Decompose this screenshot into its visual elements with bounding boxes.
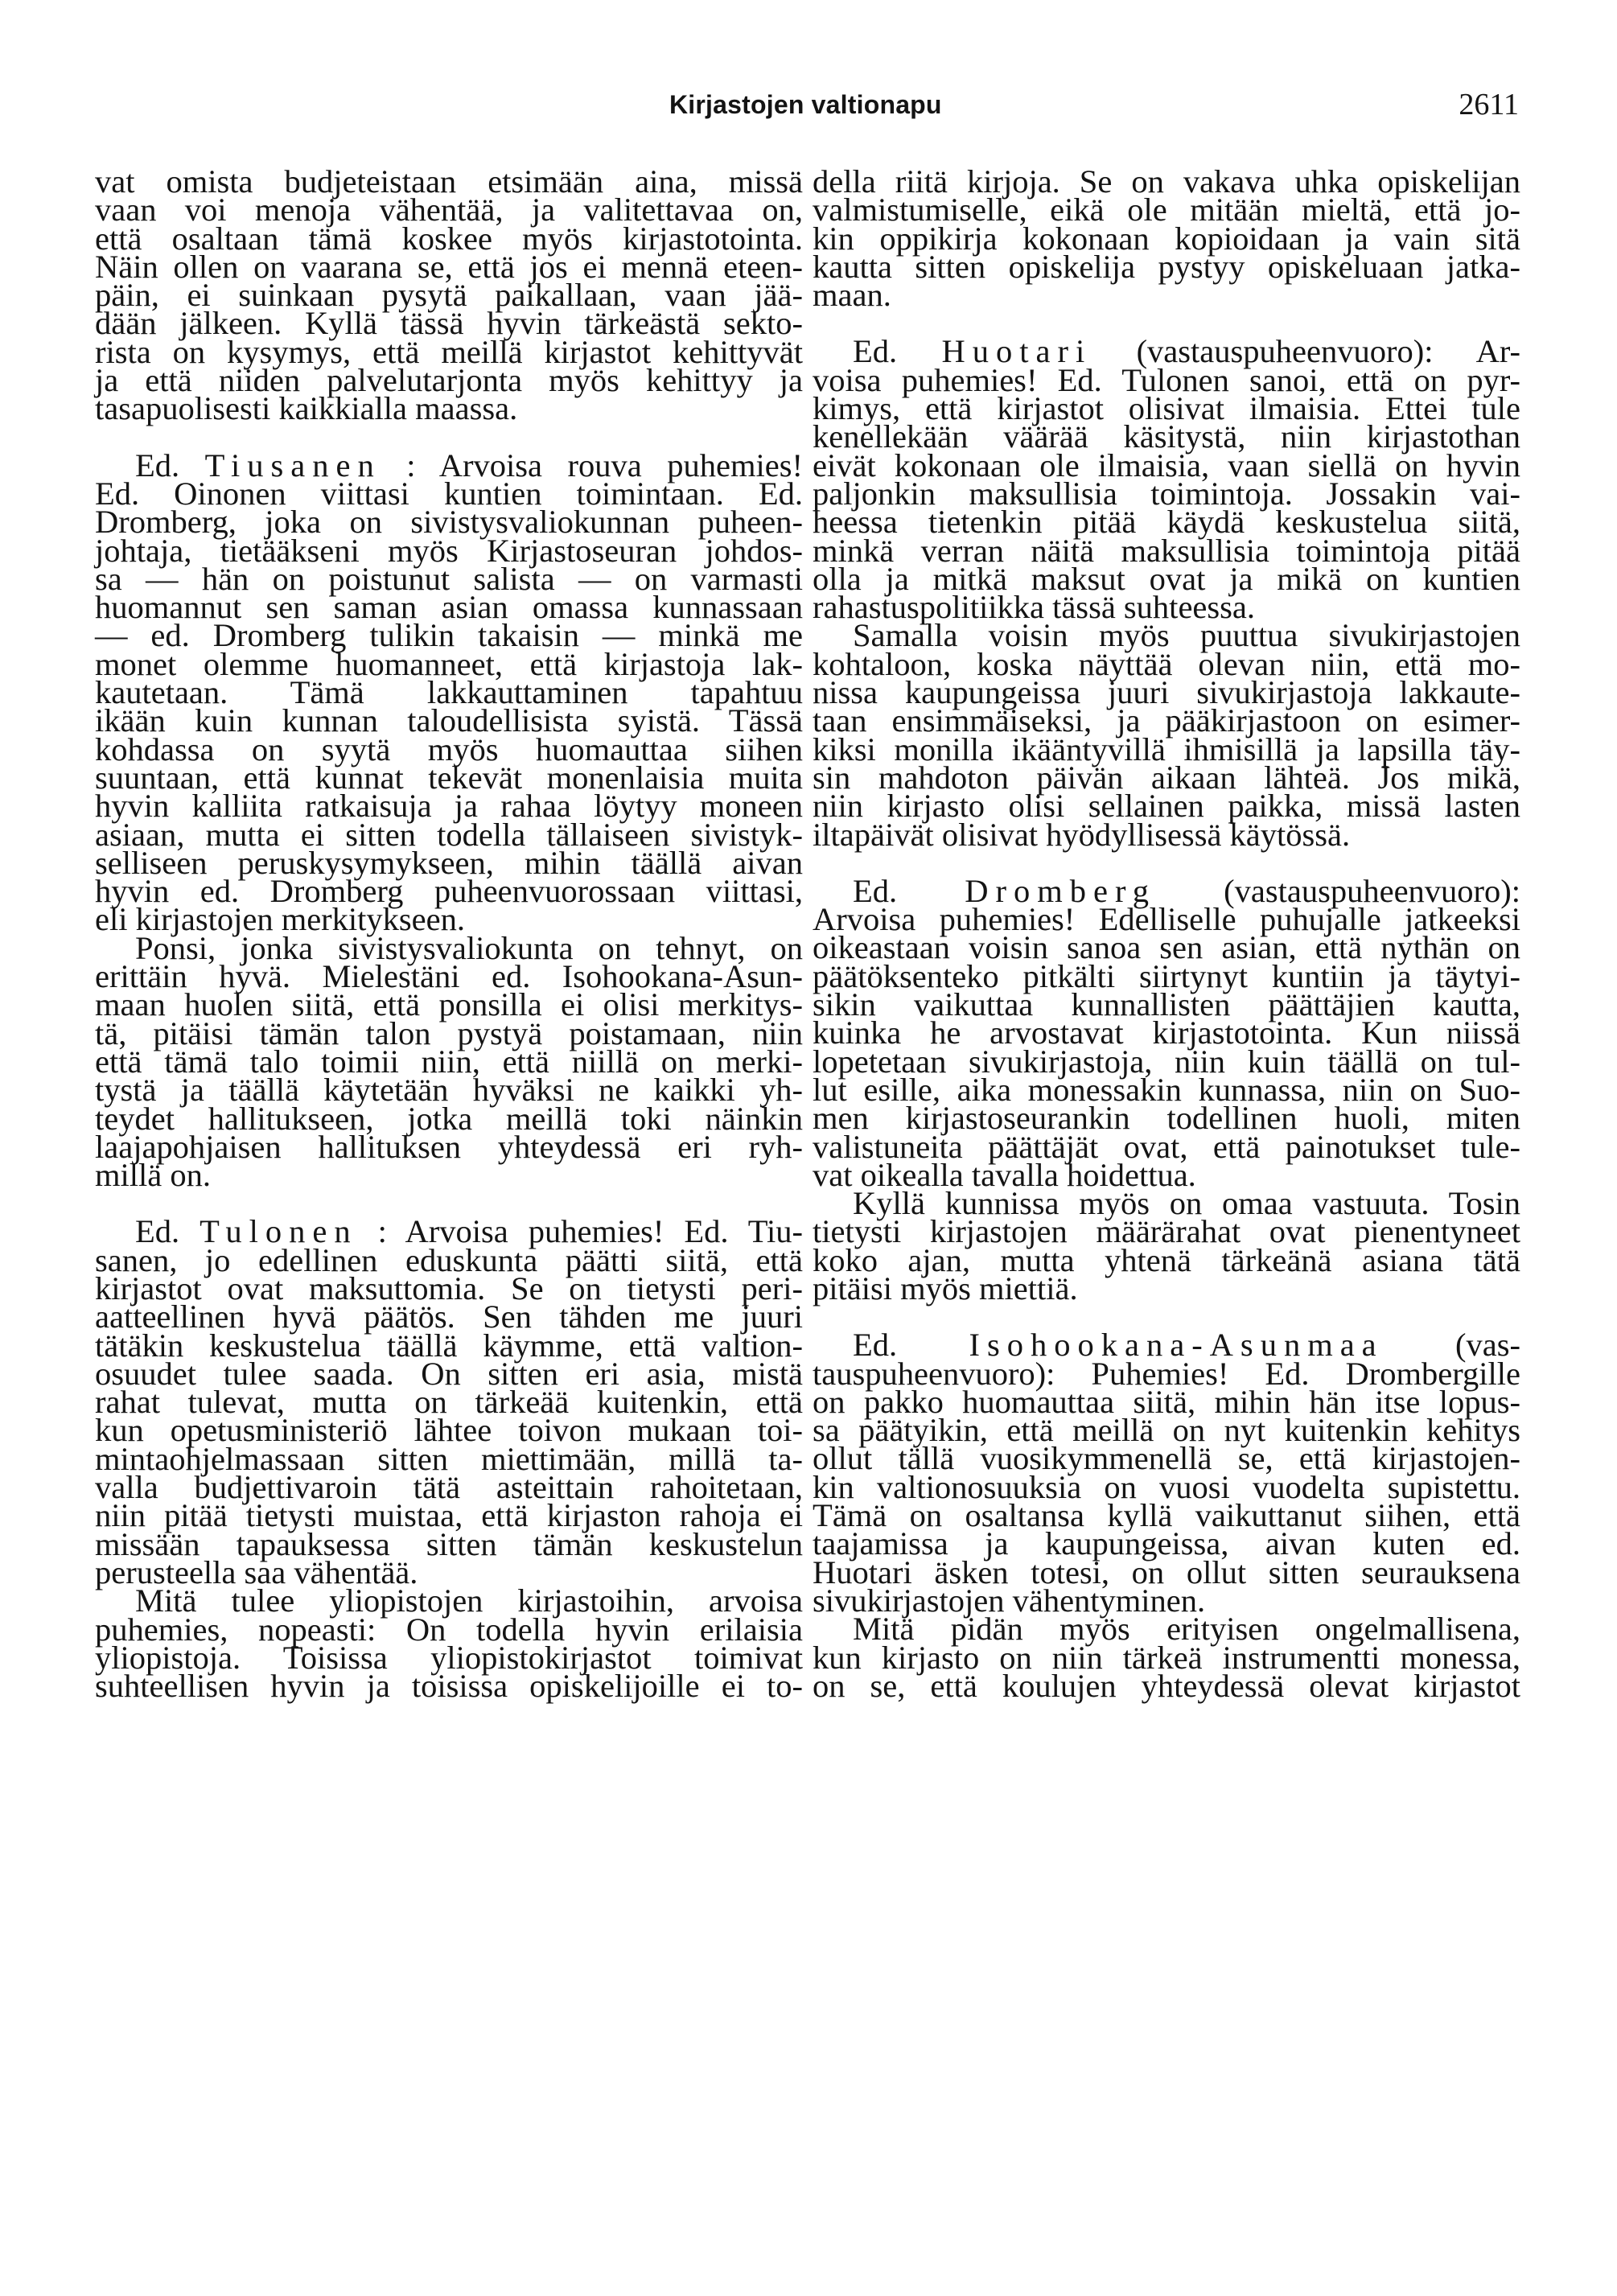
text-line: koko ajan, mutta yhtenä tärkeänä asiana tätä <box>813 1241 1520 1278</box>
paragraph <box>813 163 1520 314</box>
text-line: men kirjastoseurankin todellinen huoli, miten <box>813 1100 1520 1137</box>
speech-opening: (vastauspuheenvuoro): <box>1224 872 1521 909</box>
text-line: johtaja, tietääkseni myös Kirjastoseuran johdos- <box>95 532 803 569</box>
text-line: maan huolen siitä, että ponsilla ei olisi merkitys- <box>95 986 803 1023</box>
text-line: kun opetusministeriö lähtee toivon mukaan toi- <box>95 1412 803 1449</box>
speaker-prefix: Ed. <box>135 1213 180 1250</box>
text-line: millä on. <box>95 1157 211 1194</box>
text-line: aatteellinen hyvä päätös. Sen tähden me juuri <box>95 1298 803 1335</box>
text-line: kin oppikirja kokonaan kopioidaan ja vain sitä <box>813 220 1520 257</box>
text-line: valmistumiselle, eikä ole mitään mieltä, että jo- <box>813 191 1520 228</box>
text-line: sa — hän on poistunut salista — on varmasti <box>95 560 803 597</box>
text-line: sikin vaikuttaa kunnallisten päättäjien kautta, <box>813 986 1520 1023</box>
speaker-name: Huotari <box>941 333 1092 370</box>
text-line: vat oikealla tavalla hoidettua. <box>813 1156 1196 1193</box>
speech-opening: (vas- <box>1455 1327 1520 1364</box>
text-line: Dromberg, joka on sivistysvaliokunnan puheen- <box>95 504 803 541</box>
text-line: asiaan, mutta ei sitten todella tällaiseen sivistyk- <box>95 816 803 853</box>
text-line: paljonkin maksullisia toimintoja. Jossakin vai- <box>813 475 1520 512</box>
text-line: että osaltaan tämä koskee myös kirjastotointa. <box>95 220 803 257</box>
text-line: tä, pitäisi tämän talon pystyä poistamaan, niin <box>95 1014 803 1051</box>
text-line: Kyllä kunnissa myös on omaa vastuuta. Tosin <box>853 1185 1520 1222</box>
text-line: tätäkin keskustelua täällä käymme, että valtion- <box>95 1327 803 1364</box>
speaker-name: Isohookana-Asunmaa <box>969 1327 1384 1364</box>
text-line: Mitä pidän myös erityisen ongelmallisena, <box>853 1611 1520 1648</box>
text-line: lut esille, aika monessakin kunnassa, niin on Suo- <box>813 1071 1520 1108</box>
text-line: Arvoisa puhemies! Edelliselle puhujalle jatkeeksi <box>813 901 1520 938</box>
speech-paragraph <box>95 1213 804 1590</box>
text-line: huomannut sen saman asian omassa kunnassaan <box>95 589 803 626</box>
paragraph <box>95 163 803 427</box>
text-line: Ponsi, jonka sivistysvaliokunta on tehnyt, on <box>135 929 803 966</box>
speaker-prefix: Ed. <box>853 333 898 370</box>
text-line: niin pitää tietysti muistaa, että kirjaston rahoja ei <box>95 1497 803 1534</box>
text-line: eli kirjastojen merkitykseen. <box>95 901 465 938</box>
text-line: eivät kokonaan ole ilmaisia, vaan siellä on hyvin <box>813 446 1520 483</box>
text-line: vat omista budjeteistaan etsimään aina, missä <box>95 163 803 200</box>
text-line: mintaohjelmassaan sitten miettimään, millä ta- <box>95 1440 803 1477</box>
text-line: on se, että koulujen yhteydessä olevat kirjastot <box>813 1667 1520 1704</box>
text-line: missään tapauksessa sitten tämän keskustelun <box>95 1525 803 1562</box>
speaker-prefix: Ed. <box>853 872 898 909</box>
text-line: vaan voi menoja vähentää, ja valitettavaa on, <box>95 191 803 228</box>
text-line: hyvin ed. Dromberg puheenvuorossaan viittasi, <box>95 873 803 910</box>
text-line: puhemies, nopeasti: On todella hyvin erilaisia <box>95 1611 803 1648</box>
text-line: tietysti kirjastojen määrärahat ovat pienentyneet <box>813 1213 1520 1250</box>
right-column <box>813 163 1521 1704</box>
text-line: kun kirjasto on niin tärkeä instrumentti monessa, <box>813 1639 1520 1676</box>
text-line: taan ensimmäiseksi, ja pääkirjastoon on esimer- <box>813 702 1520 739</box>
speech-paragraph <box>813 333 1520 626</box>
text-line: voisa puhemies! Ed. Tulonen sanoi, että on pyr- <box>813 361 1520 398</box>
text-line: Samalla voisin myös puuttua sivukirjastojen <box>853 617 1520 654</box>
text-line: sa päätyikin, että meillä on nyt kuitenkin kehitys <box>813 1412 1520 1449</box>
text-line: kohdassa on syytä myös huomauttaa siihen <box>95 730 803 767</box>
speaker-name: Tulonen <box>200 1213 358 1250</box>
text-line: nissa kaupungeissa juuri sivukirjastoja lakkaute- <box>813 674 1520 711</box>
text-line: maan. <box>813 277 891 314</box>
page-number: 2611 <box>1459 88 1519 121</box>
paragraph <box>813 617 1520 853</box>
text-line: — ed. Dromberg tulikin takaisin — minkä me <box>95 617 803 654</box>
text-line: suuntaan, että kunnat tekevät monenlaisia muita <box>95 759 803 796</box>
text-line: kimys, että kirjastot olisivat ilmaisia. Ettei tule <box>813 390 1520 427</box>
text-line: ollut tällä vuosikymmenellä se, että kirjastojen- <box>813 1440 1520 1477</box>
text-line: suhteellisen hyvin ja toisissa opiskelijoille ei to- <box>95 1668 803 1705</box>
text-line: taajamissa ja kaupungeissa, aivan kuten ed. <box>813 1525 1520 1562</box>
text-line: erittäin hyvä. Mielestäni ed. Isohookana-Asun- <box>95 958 803 995</box>
speech-opening: (vastauspuheenvuoro): Ar- <box>1136 333 1520 370</box>
text-line: lopetetaan sivukirjastoja, niin kuin täällä on tul- <box>813 1043 1520 1080</box>
text-line: kiksi monilla ikääntyvillä ihmisillä ja lapsilla täy- <box>813 730 1520 767</box>
text-line: pitäisi myös miettiä. <box>813 1269 1078 1306</box>
text-line: valistuneita päättäjät ovat, että painotukset tule- <box>813 1128 1520 1165</box>
text-line: dään jälkeen. Kyllä tässä hyvin tärkeästä sekto- <box>95 305 803 342</box>
text-line: Tämä on osaltansa kyllä vaikuttanut siihen, että <box>813 1497 1520 1534</box>
text-line: Huotari äsken totesi, on ollut sitten seurauksena <box>813 1553 1520 1590</box>
text-line: monet olemme huomanneet, että kirjastoja lak- <box>95 645 803 682</box>
text-line: valla budjettivaroin tätä asteittain rahoitetaan, <box>95 1469 803 1506</box>
text-line: ikään kuin kunnan taloudellisista syistä. Tässä <box>95 702 803 739</box>
text-line: rahat tulevat, mutta on tärkeää kuitenkin, että <box>95 1384 803 1421</box>
text-line: teydet hallitukseen, jotka meillä toki näinkin <box>95 1100 803 1137</box>
text-line: hyvin kalliita ratkaisuja ja rahaa löytyy moneen <box>95 788 803 825</box>
speech-opening: : Arvoisa rouva puhemies! <box>406 446 804 483</box>
text-line: ja että niiden palvelutarjonta myös kehittyy ja <box>95 362 803 399</box>
text-line: della riitä kirjoja. Se on vakava uhka opiskelijan <box>813 163 1520 200</box>
text-line: perusteella saa vähentää. <box>95 1553 418 1590</box>
text-line: olla ja mitkä maksut ovat ja mikä on kuntien <box>813 560 1520 597</box>
paragraph <box>95 929 803 1194</box>
text-line: osuudet tulee saada. On sitten eri asia, mistä <box>95 1355 803 1392</box>
text-line: tasapuolisesti kaikkialla maassa. <box>95 390 518 427</box>
text-line: yliopistoja. Toisissa yliopistokirjastot toimivat <box>95 1639 803 1676</box>
text-line: kirjastot ovat maksuttomia. Se on tietysti peri- <box>95 1269 803 1306</box>
speaker-prefix: Ed. <box>853 1327 898 1364</box>
text-line: sin mahdoton päivän aikaan lähteä. Jos mikä, <box>813 759 1520 796</box>
text-line: niin kirjasto olisi sellainen paikka, missä lasten <box>813 788 1520 825</box>
running-title: Kirjastojen valtionapu <box>669 90 942 119</box>
text-line: oikeastaan voisin sanoa sen asian, että nythän on <box>813 929 1520 966</box>
text-line: Näin ollen on vaarana se, että jos ei mennä eteen- <box>95 248 803 285</box>
text-line: laajapohjaisen hallituksen yhteydessä eri ryh- <box>95 1128 803 1165</box>
speaker-name: Tiusanen <box>204 446 381 483</box>
text-line: tystä ja täällä käytetään hyväksi ne kaikki yh- <box>95 1072 803 1109</box>
left-column <box>95 163 804 1705</box>
text-line: kohtaloon, koska näyttää olevan niin, että mo- <box>813 645 1520 682</box>
text-line: selliseen peruskysymykseen, mihin täällä aivan <box>95 844 803 881</box>
text-line: sanen, jo edellinen eduskunta päätti siitä, että <box>95 1241 803 1278</box>
text-line: kuinka he arvostavat kirjastotointa. Kun niissä <box>813 1014 1520 1051</box>
text-line: tauspuheenvuoro): Puhemies! Ed. Drombergille <box>813 1355 1520 1392</box>
text-line: rista on kysymys, että meillä kirjastot kehittyvät <box>95 333 803 370</box>
paragraph <box>813 1611 1520 1704</box>
text-line: päätöksenteko pitkälti siirtynyt kuntiin ja täytyi- <box>813 957 1520 994</box>
text-line: iltapäivät olisivat hyödyllisessä käytössä. <box>813 816 1351 853</box>
text-line: kin valtionosuuksia on vuosi vuodelta supistettu. <box>813 1468 1520 1505</box>
text-line: Mitä tulee yliopistojen kirjastoihin, arvoisa <box>135 1582 803 1619</box>
text-line: Ed. Oinonen viittasi kuntien toimintaan. Ed. <box>95 475 803 512</box>
speech-paragraph <box>813 872 1521 1193</box>
speech-opening: : Arvoisa puhemies! Ed. Tiu- <box>377 1213 804 1250</box>
paragraph <box>813 1185 1520 1306</box>
text-line: minkä verran näitä maksullisia toimintoja pitää <box>813 532 1520 569</box>
text-line: kenellekään väärää käsitystä, niin kirjastothan <box>813 418 1520 455</box>
speech-paragraph <box>813 1327 1520 1619</box>
text-line: että tämä talo toimii niin, että niillä on merki- <box>95 1043 803 1080</box>
text-line: kautta sitten opiskelija pystyy opiskeluaan jatka- <box>813 248 1520 285</box>
speaker-prefix: Ed. <box>135 446 180 483</box>
text-line: heessa tietenkin pitää käydä keskustelua siitä, <box>813 504 1520 541</box>
speech-paragraph <box>95 446 804 938</box>
text-line: kautetaan. Tämä lakkauttaminen tapahtuu <box>95 674 803 711</box>
text-line: on pakko huomauttaa siitä, mihin hän itse lopus- <box>813 1383 1520 1420</box>
text-line: rahastuspolitiikka tässä suhteessa. <box>813 589 1256 626</box>
paragraph <box>95 1582 803 1705</box>
speaker-name: Dromberg <box>965 872 1156 909</box>
text-line: sivukirjastojen vähentyminen. <box>813 1582 1206 1619</box>
text-line: päin, ei suinkaan pysytä paikallaan, vaan jää- <box>95 277 803 314</box>
